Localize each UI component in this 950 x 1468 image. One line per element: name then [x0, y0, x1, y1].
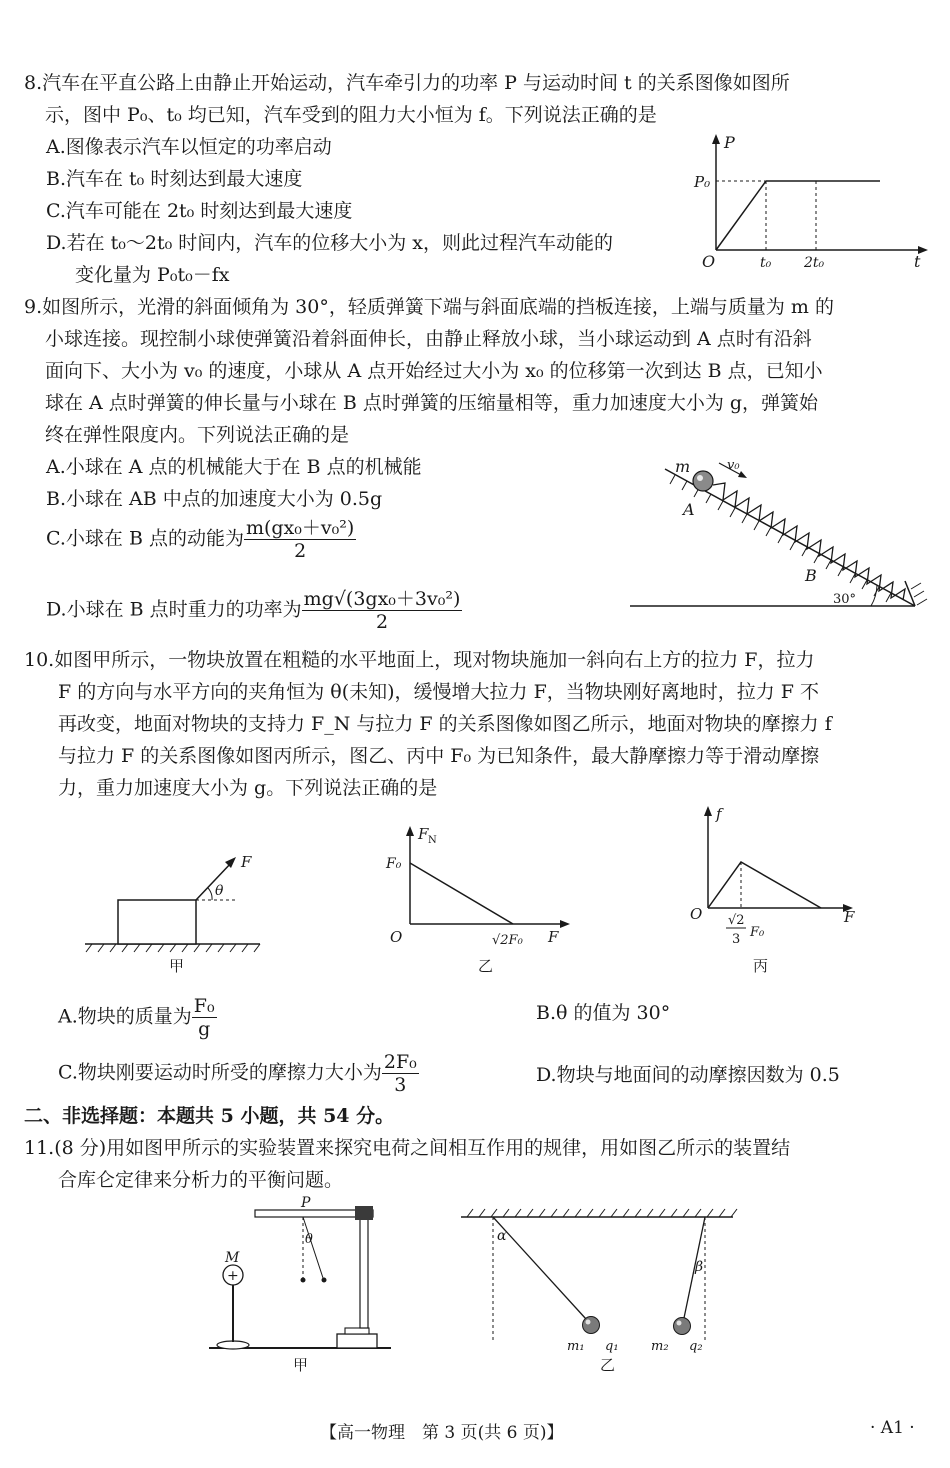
q11-jia-m-stand-base — [217, 1341, 249, 1349]
q10-yi-y-arrow-icon — [406, 826, 414, 836]
q9-stem-line3: 面向下、大小为 v₀ 的速度，小球从 A 点开始经过大小为 x₀ 的位移第一次到达 B 点，已知小 — [45, 360, 823, 382]
q10-figure-jia — [80, 840, 340, 975]
q10-option-a-prefix: A.物块的质量为 — [58, 1005, 192, 1028]
q11-yi-alpha-label: α — [497, 1228, 507, 1244]
q9-option-b: B.小球在 AB 中点的加速度大小为 0.5g — [46, 488, 383, 510]
q11-jia-thread — [303, 1217, 323, 1278]
q10-jia-force-line — [196, 862, 232, 900]
q10-jia-angle-arc — [208, 888, 212, 900]
q10-figure-yi — [380, 820, 590, 980]
q9-option-d-fraction — [302, 588, 463, 633]
q9-option-c-fraction — [244, 517, 356, 562]
q9-stem-line4: 球在 A 点时弹簧的伸长量与小球在 B 点时弹簧的压缩量相等，重力加速度大小为 g，弹簧始 — [45, 392, 819, 414]
q10-yi-caption: 乙 — [478, 957, 494, 975]
q8-t0-label: t₀ — [760, 255, 772, 271]
q10-option-c — [58, 1051, 419, 1096]
q8-option-b: B.汽车在 t₀ 时刻达到最大速度 — [46, 168, 303, 190]
q11-yi-ball-1-highlight — [586, 1320, 591, 1325]
q9-option-c-numerator: m(gx₀＋v₀²) — [245, 517, 355, 539]
q10-stem-line3: 再改变，地面对物块的支持力 F_N 与拉力 F 的关系图像如图乙所示，地面对物块的摩擦力 f — [58, 713, 832, 735]
q11-yi-ball-1-icon — [583, 1317, 600, 1334]
q9-stem-line5: 终在弹性限度内。下列说法正确的是 — [45, 424, 350, 446]
q9-option-a: A.小球在 A 点的机械能大于在 B 点的机械能 — [46, 456, 422, 478]
q8-stem-line2: 示，图中 P₀、t₀ 均已知，汽车受到的阻力大小恒为 f。下列说法正确的是 — [45, 104, 657, 126]
q11-figure-jia — [205, 1195, 405, 1378]
q10-bing-origin-label: O — [690, 905, 703, 923]
q10-option-a-numerator: F₀ — [193, 995, 215, 1017]
q10-option-c-fraction — [382, 1051, 419, 1096]
q11-stem-line1: 11.(8 分)用如图甲所示的实验装置来探究电荷之间相互作用的规律，用如图乙所示的装置结 — [24, 1137, 791, 1159]
q9-angle-label: 30° — [833, 592, 857, 607]
q11-yi-beta-label: β — [695, 1259, 704, 1275]
q11-yi-ball-2-icon — [674, 1318, 691, 1335]
q9-option-d — [46, 588, 462, 633]
q10-option-b: B.θ 的值为 30° — [536, 1002, 671, 1024]
q10-bing-mark-denominator: 3 — [732, 932, 741, 947]
q9-option-c — [46, 517, 356, 562]
q11-jia-clamp — [355, 1206, 373, 1220]
q10-bing-mark-f0: F₀ — [750, 925, 765, 940]
q9-stem-line1: 9.如图所示，光滑的斜面倾角为 30°，轻质弹簧下端与斜面底端的挡板连接，上端与质量为 m 的 — [24, 296, 834, 318]
q10-stem-line4: 与拉力 F 的关系图像如图丙所示，图乙、丙中 F₀ 为已知条件，最大静摩擦力等于滑动摩擦 — [58, 745, 820, 767]
q8-p-t-graph — [690, 130, 940, 270]
q10-stem-line1: 10.如图甲所示，一物块放置在粗糙的水平地面上，现对物块施加一斜向右上方的拉力 F，拉力 — [24, 649, 815, 671]
q10-yi-origin-label: O — [390, 928, 403, 946]
q9-option-d-numerator: mg√(3gx₀＋3v₀²) — [303, 588, 461, 610]
q10-figure-bing — [680, 800, 880, 980]
q9-velocity-label: v₀ — [727, 458, 740, 473]
q10-jia-caption: 甲 — [169, 957, 185, 975]
q10-jia-force-label: F — [241, 853, 252, 871]
q11-yi-caption: 乙 — [600, 1356, 616, 1374]
q10-stem-line2: F 的方向与水平方向的夹角恒为 θ(未知)，缓慢增大拉力 F，当物块刚好离地时，拉力 F 不 — [58, 681, 820, 703]
q9-point-b-label: B — [805, 566, 817, 585]
q8-ramp-line — [716, 181, 766, 250]
footer-page-info: 【高一物理 第 3 页(共 6 页)】 — [320, 1423, 564, 1443]
footer-edition-mark: · A1 · — [870, 1418, 915, 1438]
q10-bing-mark-numerator: √2 — [728, 913, 745, 928]
q11-yi-m1-label: m₁ — [567, 1339, 585, 1354]
q11-yi-q2-label: q₂ — [689, 1339, 703, 1354]
q10-option-a-fraction — [192, 995, 217, 1040]
q11-yi-ball-2-highlight — [677, 1321, 682, 1326]
q8-option-d-line1: D.若在 t₀～2t₀ 时间内，汽车的位移大小为 x，则此过程汽车动能的 — [46, 232, 614, 254]
q11-jia-p-label: P — [301, 1195, 311, 1211]
q11-jia-plus-label: + — [227, 1268, 239, 1284]
q8-option-d-line2: 变化量为 P₀t₀－fx — [75, 264, 230, 286]
section-2-heading: 二、非选择题：本题共 5 小题，共 54 分。 — [24, 1105, 395, 1127]
q10-yi-x-arrow-icon — [560, 920, 570, 928]
q10-yi-x-label: F — [548, 928, 559, 946]
q11-jia-stand-pole — [360, 1212, 368, 1328]
q11-figure-yi — [455, 1205, 745, 1375]
q9-ball-icon — [693, 471, 713, 491]
q10-yi-f0-label: F₀ — [386, 856, 402, 872]
q10-yi-y-label: F — [418, 825, 429, 843]
q11-jia-stand-foot — [345, 1328, 369, 1334]
q8-x-label: t — [914, 252, 921, 271]
q10-yi-xmark-label: √2F₀ — [492, 933, 523, 948]
q10-option-c-denominator: 3 — [394, 1074, 407, 1096]
q10-jia-theta-label: θ — [215, 883, 224, 899]
q9-option-c-denominator: 2 — [294, 540, 307, 562]
q9-option-c-prefix: C.小球在 B 点的动能为 — [46, 527, 244, 550]
q10-bing-y-label: f — [716, 805, 722, 823]
q8-y-label: P — [724, 133, 735, 152]
q8-origin-label: O — [702, 252, 716, 271]
q10-bing-line — [708, 862, 821, 908]
q10-jia-force-arrowhead-icon — [225, 857, 236, 868]
q10-jia-block — [118, 900, 196, 944]
q10-option-c-prefix: C.物块刚要运动时所受的摩擦力大小为 — [58, 1061, 382, 1084]
q10-option-c-numerator: 2F₀ — [383, 1051, 417, 1073]
q8-option-c: C.汽车可能在 2t₀ 时刻达到最大速度 — [46, 200, 353, 222]
q9-ball-highlight — [697, 475, 703, 481]
q11-stem-line2: 合库仑定律来分析力的平衡问题。 — [58, 1169, 344, 1191]
q8-y-arrow-icon — [712, 134, 720, 144]
q9-mass-label: m — [675, 457, 691, 476]
q10-bing-y-arrow-icon — [704, 806, 712, 816]
q8-p0-label: P₀ — [694, 173, 711, 191]
q10-option-d: D.物块与地面间的动摩擦因数为 0.5 — [536, 1064, 840, 1086]
q8-option-a: A.图像表示汽车以恒定的功率启动 — [46, 136, 332, 158]
q11-jia-stand-base — [337, 1334, 377, 1348]
q9-point-a-label: A — [683, 500, 695, 519]
q9-stop-wall — [905, 581, 915, 606]
q10-yi-line — [410, 863, 513, 924]
q11-jia-ball-rest — [301, 1278, 306, 1283]
q11-yi-ceiling-hatching — [467, 1209, 737, 1217]
q11-jia-m-label: M — [225, 1250, 240, 1266]
q11-jia-caption: 甲 — [293, 1356, 309, 1374]
q10-stem-line5: 力，重力加速度大小为 g。下列说法正确的是 — [58, 777, 438, 799]
q11-yi-q1-label: q₁ — [605, 1339, 619, 1354]
q8-2t0-label: 2t₀ — [804, 255, 825, 271]
q10-yi-y-subscript: N — [428, 835, 437, 846]
q10-option-a-denominator: g — [198, 1018, 211, 1040]
q11-jia-theta-label: θ — [305, 1232, 313, 1247]
q9-option-d-prefix: D.小球在 B 点时重力的功率为 — [46, 598, 302, 621]
q10-jia-ground-hatching — [86, 944, 260, 952]
q8-stem-line1: 8.汽车在平直公路上由静止开始运动，汽车牵引力的功率 P 与运动时间 t 的关系图像如图所 — [24, 72, 790, 94]
q9-incline-hatching — [670, 475, 891, 602]
q10-bing-x-label: F — [844, 908, 855, 926]
q9-option-d-denominator: 2 — [375, 611, 389, 633]
q11-jia-ball-deflected — [322, 1278, 327, 1283]
q9-incline-figure — [625, 455, 935, 615]
q11-yi-m2-label: m₂ — [651, 1339, 669, 1354]
q11-yi-left-thread — [493, 1217, 586, 1319]
q10-bing-caption: 丙 — [753, 957, 769, 975]
q9-stem-line2: 小球连接。现控制小球使弹簧沿着斜面伸长，由静止释放小球，当小球运动到 A 点时有沿斜 — [45, 328, 812, 350]
q10-option-a — [58, 995, 217, 1040]
